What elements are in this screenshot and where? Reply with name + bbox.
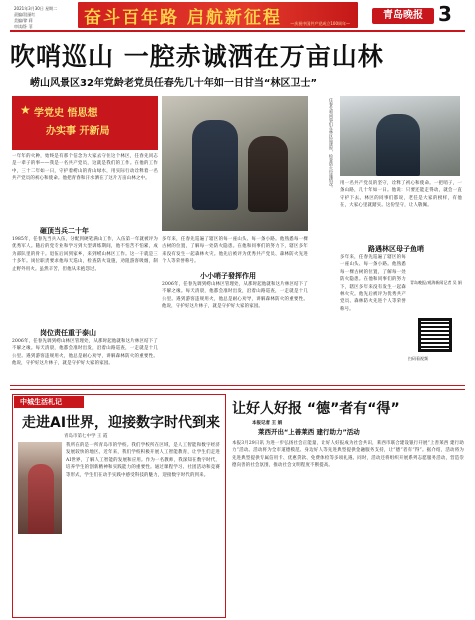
section-divider bbox=[10, 389, 465, 390]
lead-paragraph: 一年年的火种，始终是有那个信念为大家去守住这个林区，任春先同志是一辈子的事——我是一名共产党员，这就是我们的工作。在他的工作中，三十二年如一日，守护着崂山的青山绿水，用实际行动诠释着一名共产党员的初心和使命。他把青春和汗水洒在了这片万亩山林之中。 bbox=[12, 154, 158, 182]
header-meta bbox=[14, 6, 57, 30]
banner-text: 奋斗百年路 启航新征程 bbox=[84, 8, 282, 28]
box-article-title: 走进AI世界，迎接数字时代到来 bbox=[22, 415, 221, 431]
column-banner-line2: 办实事 开新局 bbox=[46, 126, 110, 137]
section-heading: 砸顶当兵二十年 bbox=[40, 227, 89, 235]
body-column-2: 多年来，任春先巡遍了辖区的每一座山头、每一条小路。他熟悉每一棵古树的位置，了解每一处防火隐患。在他和同事们的努力下，辖区多年来没有发生一起森林火灾。他先后被评为优秀共产党员、森林防火先进个人等荣誉称号。 bbox=[162, 237, 308, 265]
right-article-body: 本报3月29日讯 为进一步弘扬社会正能量，让好人好报成为社会共识，莱西市联合建设银行开展“上善莱西 建行助力”活动。活动将为全市道德模范、身边好人等先进典型提供金融服务支持，让“德”者有“得”。据介绍，活动将为先进典型提供专属信用卡、优惠贷款、免费体检等多项礼遇。同时，活动还将组织开展系列志愿服务活动，营造崇德向善的社会氛围，推动社会文明程度不断提高。 bbox=[232, 441, 464, 469]
banner-subtext: —庆祝中国共产党成立100周年— bbox=[290, 21, 350, 26]
column-banner bbox=[12, 96, 158, 150]
section-heading: 路遇林区母子鱼哨 bbox=[368, 245, 424, 253]
column-label: 中城生活札记 bbox=[14, 396, 84, 408]
photo-figure bbox=[248, 136, 288, 212]
box-article-byline: 青岛市第七中学 王 霞 bbox=[64, 434, 108, 439]
column-banner-line1: 学党史 悟思想 bbox=[34, 108, 98, 119]
photo-figure bbox=[376, 114, 420, 176]
body-column-3b: 多年来，任春先巡遍了辖区的每一座山头、每一条小路。他熟悉每一棵古树的位置，了解每一处防火隐患。在他和同事们的努力下，辖区多年来没有发生一起森林火灾。他先后被评为优秀共产党员、森林防火先进个人等荣誉称号。 bbox=[340, 255, 406, 312]
photo-figure bbox=[28, 464, 54, 534]
issue-date: 2021年3月30日 星期二 bbox=[14, 6, 58, 11]
qr-caption: 扫码看视频 bbox=[408, 356, 428, 361]
right-article-byline: 本报记者 王 娟 bbox=[252, 421, 283, 426]
qr-code[interactable] bbox=[418, 318, 452, 352]
photo-figure bbox=[192, 120, 238, 210]
article-subtitle: 崂山风景区32年党龄老党员任春先几十年如一日甘当“林区卫士” bbox=[30, 78, 318, 89]
right-article-subhead: 莱西开出“上善莱西 建行助力”活动 bbox=[258, 428, 360, 436]
body-column-2b: 2006年，任春先调到崂山林区管理处，从那时起他就和这片林区结下了不解之缘。每天清晨，他都会准时出发，沿着山路巡查，一走就是十几公里。遇到游客违规用火，他总是耐心劝导，讲解森林防火的重要性。他说，守护好这片林子，就是守护好大家的家园。 bbox=[162, 282, 308, 310]
header-divider bbox=[10, 30, 465, 32]
section-heading: 岗位责任重于泰山 bbox=[40, 329, 96, 337]
article-title: 吹哨巡山 一腔赤诚洒在万亩山林 bbox=[10, 42, 384, 71]
author-signature: 青岛晚报/观海新闻记者 吴 娟 bbox=[410, 280, 462, 285]
secondary-photo bbox=[340, 96, 460, 176]
newspaper-logo: 青岛晚报 bbox=[372, 8, 434, 24]
page-number: 3 bbox=[438, 2, 452, 26]
main-photo bbox=[162, 96, 308, 231]
designer-credit: 美编/徐 莉 bbox=[14, 18, 33, 23]
author-photo bbox=[18, 442, 62, 534]
star-icon: ★ bbox=[20, 103, 31, 117]
proof-credit: 审读/卧 菲 bbox=[14, 24, 33, 29]
section-divider bbox=[10, 385, 465, 386]
box-article-body: 我所在的是一所青岛市的学校。我们学校所在区域，是人工智能和数字经济发展较快的地区。近年来，我们学校积极开展人工智能教育，让学生们走进AI世界，了解人工智能的发展和应用。作为一名教师，我深知在数字时代，培养学生的创新精神和实践能力的重要性。通过课程学习、社团活动和竞赛等形式，学生们在动手实践中感受科技的魅力，迎接数字时代的到来。 bbox=[66, 443, 220, 478]
section-heading: 小小哨子發挥作用 bbox=[200, 272, 256, 280]
body-column-1b: 2006年，任春先调到崂山林区管理处，从那时起他就和这片林区结下了不解之缘。每天清晨，他都会准时出发，沿着山路巡查，一走就是十几公里。遇到游客违规用火，他总是耐心劝导，讲解森林防火的重要性。他说，守护好这片林子，就是守护好大家的家园。 bbox=[12, 339, 158, 367]
anniversary-banner bbox=[78, 2, 358, 28]
photo-caption: 任春先和同事们在林区巡逻时，检查防火设施情况。 bbox=[329, 98, 334, 190]
editor-credit: 责编/段丽红 bbox=[14, 12, 36, 17]
right-article-title: 让好人好报 “德”者有“得” bbox=[232, 401, 400, 417]
body-column-3: 用一名共产党员的坚守，诠释了初心和使命。一把哨子，一条山路，几十年如一日。他说：只要还能走得动，就会一直守护下去。林区的同事们都说，老任是大家的榜样，有他在，大家心里就踏实。这份坚守，让人敬佩。 bbox=[340, 181, 462, 209]
body-column-1: 1985年，任春先当兵入伍，分配到硬笔满山工作，入伍第一年就被评为优秀军人。随后的党专业和学习到大型训练期间，他不怕苦不怕累，成为部队里的骨干。退伍后回到家乡，来到崂山林区工作。这一干就是三十多年。岗位职责要求他每天巡山，检查防火设施，劝阻游客吸烟，制止野外用火。虽然辛苦，但他从未抱怨过。 bbox=[12, 237, 158, 272]
